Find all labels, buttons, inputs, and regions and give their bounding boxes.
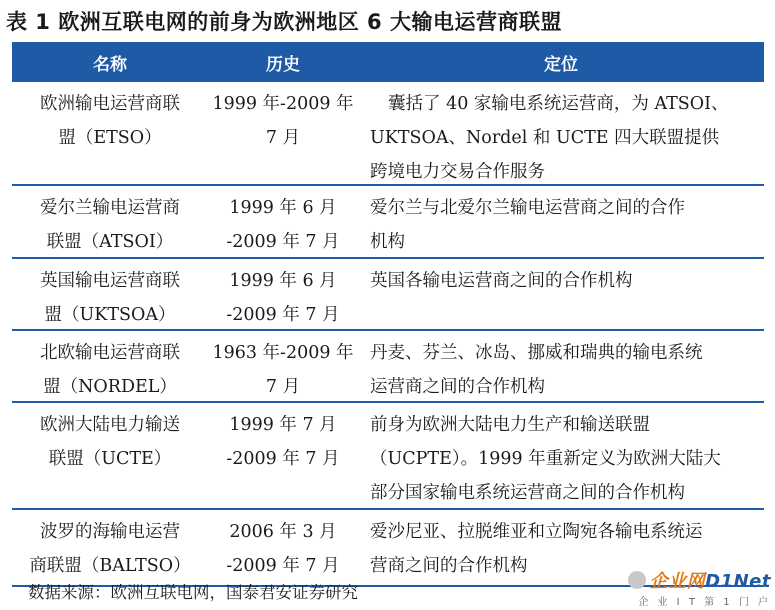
cell-line: （UCPTE）。1999 年重新定义为欧洲大陆大 <box>370 449 721 469</box>
cell-line: 英国输电运营商联 <box>40 271 180 291</box>
cell-role <box>358 82 764 184</box>
table-title: 表 1 欧洲互联电网的前身为欧洲地区 6 大输电运营商联盟 <box>6 10 562 34</box>
table-row <box>12 82 764 186</box>
cell-line: 前身为欧洲大陆电力生产和输送联盟 <box>370 415 650 435</box>
cell-period <box>208 510 358 585</box>
watermark-logo-net: D1Net <box>705 571 771 592</box>
cell-line: 联盟（UCTE） <box>48 449 172 469</box>
cell-line: 1999 年-2009 年 <box>212 94 354 114</box>
cell-line: 7 月 <box>265 377 301 397</box>
cell-line: 波罗的海输电运营 <box>40 522 180 542</box>
watermark-logo-main: 企业网 <box>649 571 706 592</box>
table-row <box>12 331 764 403</box>
source-note: 数据来源：欧洲互联电网，国泰君安证券研究 <box>28 583 358 602</box>
cell-line: 爱尔兰输电运营商 <box>40 198 180 218</box>
cell-period <box>208 259 358 329</box>
table-row <box>12 259 764 331</box>
cell-period <box>208 331 358 401</box>
cell-line: 跨境电力交易合作服务 <box>370 162 545 182</box>
cell-role <box>358 259 764 329</box>
cell-name <box>12 331 208 401</box>
watermark <box>628 567 771 608</box>
cell-line: 7 月 <box>265 128 301 148</box>
cell-line: 1963 年-2009 年 <box>212 343 354 363</box>
cell-name <box>12 259 208 329</box>
cell-period <box>208 403 358 508</box>
cell-period <box>208 82 358 184</box>
data-table <box>12 42 764 587</box>
watermark-subtitle: 企 业 I T 第 1 门 户 <box>638 597 771 608</box>
cell-line: 运营商之间的合作机构 <box>370 377 545 397</box>
cell-line: UKTSOA、Nordel 和 UCTE 四大联盟提供 <box>370 128 720 148</box>
header-period: 历史 <box>266 54 300 75</box>
cell-line: -2009 年 7 月 <box>226 556 340 576</box>
cell-line: 爱沙尼亚、拉脱维亚和立陶宛各输电系统运 <box>370 522 703 542</box>
cell-line: 欧洲输电运营商联 <box>40 94 180 114</box>
cell-name <box>12 186 208 257</box>
cell-line: 1999 年 6 月 <box>229 271 337 291</box>
table-row <box>12 403 764 510</box>
cell-line: 营商之间的合作机构 <box>370 556 528 576</box>
cell-role <box>358 186 764 257</box>
table-header <box>12 42 764 82</box>
cell-name <box>12 403 208 508</box>
cell-role <box>358 403 764 508</box>
cell-line: 盟（ETSO） <box>58 128 162 148</box>
cell-line: 1999 年 6 月 <box>229 198 337 218</box>
cell-period <box>208 186 358 257</box>
cell-line: 机构 <box>370 232 405 252</box>
cell-line: -2009 年 7 月 <box>226 305 340 325</box>
watermark-logo <box>628 567 771 593</box>
cell-line: 丹麦、芬兰、冰岛、挪威和瑞典的输电系统 <box>370 343 703 363</box>
cell-role <box>358 331 764 401</box>
header-name: 名称 <box>93 54 127 75</box>
cell-line: 北欧输电运营商联 <box>40 343 180 363</box>
wechat-icon <box>628 571 646 589</box>
cell-line: 囊括了 40 家输电系统运营商，为 ATSOI、 <box>388 94 729 114</box>
cell-line: 联盟（ATSOI） <box>46 232 174 252</box>
cell-name <box>12 510 208 585</box>
cell-line: 盟（NORDEL） <box>43 377 177 397</box>
cell-line: 1999 年 7 月 <box>229 415 337 435</box>
cell-line: 盟（UKTSOA） <box>44 305 176 325</box>
watermark-logo-text <box>650 567 771 593</box>
cell-line: 英国各输电运营商之间的合作机构 <box>370 271 633 291</box>
cell-line: -2009 年 7 月 <box>226 449 340 469</box>
cell-line: 爱尔兰与北爱尔兰输电运营商之间的合作 <box>370 198 685 218</box>
table-row <box>12 186 764 259</box>
cell-line: 商联盟（BALTSO） <box>29 556 191 576</box>
cell-line: 欧洲大陆电力输送 <box>40 415 180 435</box>
cell-line: 2006 年 3 月 <box>229 522 337 542</box>
cell-name <box>12 82 208 184</box>
header-role: 定位 <box>544 54 578 75</box>
cell-line: -2009 年 7 月 <box>226 232 340 252</box>
cell-line: 部分国家输电系统运营商之间的合作机构 <box>370 483 685 503</box>
